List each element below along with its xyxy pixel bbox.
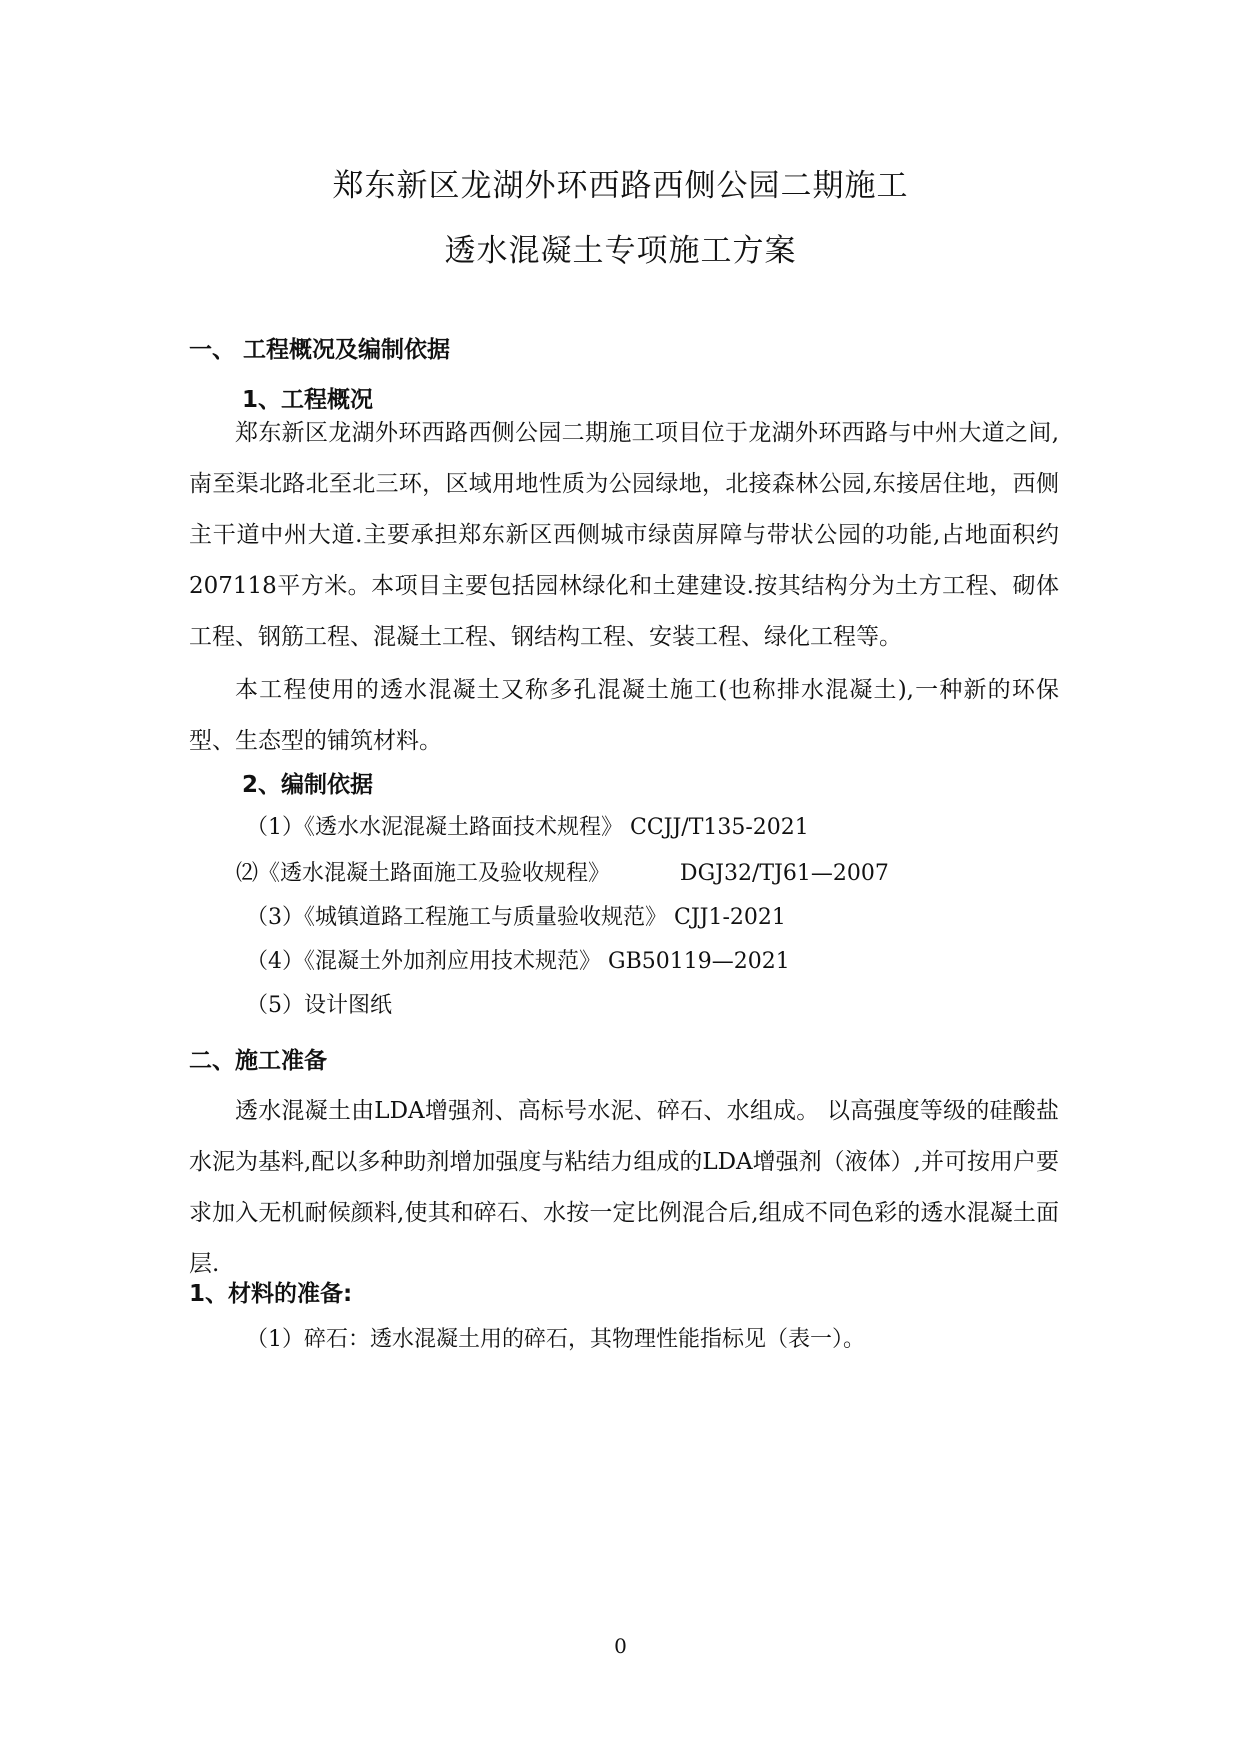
section-2-1-heading: 1、材料的准备: [189,1281,353,1307]
section-2-paragraph-1: 透水混凝土由LDA增强剂、高标号水泥、碎石、水组成。 以高强度等级的硅酸盐水泥为基料,配以多种助剂增加强度与粘结力组成的LDA增强剂（液体）,并可按用户要求加入无机耐候颜料,使其和碎石、水按一定比例混合后,组成不同色彩的透水混凝土面层. [189,1098,1059,1277]
document-title-line-2: 透水混凝土专项施工方案 [444,233,797,269]
section-2-heading: 二、施工准备 [189,1048,327,1074]
section-1-2-heading: 2、编制依据 [242,772,374,798]
page-number: 0 [614,1634,627,1658]
reference-item-3: （3）《城镇道路工程施工与质量验收规范》 CJJ1-2021 [246,905,786,930]
section-1-1-paragraph-2: 本工程使用的透水混凝土又称多孔混凝土施工(也称排水混凝土),一种新的环保型、生态型的铺筑材料。 [189,677,1059,754]
reference-item-1: （1）《透水水泥混凝土路面技术规程》 CCJJ/T135-2021 [246,815,809,840]
reference-item-4: （4）《混凝土外加剂应用技术规范》 GB50119—2021 [246,949,790,974]
section-1-1-paragraph-1: 郑东新区龙湖外环西路西侧公园二期施工项目位于龙湖外环西路与中州大道之间,南至渠北路北至北三环，区域用地性质为公园绿地，北接森林公园,东接居住地，西侧主干道中州大道.主要承担郑东新区西侧城市绿茵屏障与带状公园的功能,占地面积约207118平方米。本项目主要包括园林绿化和土建建设.按其结构分为土方工程、砌体工程、钢筋工程、混凝土工程、钢结构工程、安装工程、绿化工程等。 [189,420,1059,650]
section-1-heading: 一、 工程概况及编制依据 [189,337,451,363]
material-item-1: （1）碎石：透水混凝土用的碎石，其物理性能指标见（表一）。 [246,1327,865,1352]
document-title-line-1: 郑东新区龙湖外环西路西侧公园二期施工 [332,168,909,204]
section-1-1-heading: 1、工程概况 [242,387,374,413]
reference-item-2: ⑵《透水混凝土路面施工及验收规程》 DGJ32/TJ61—2007 [236,861,889,886]
reference-item-5: （5）设计图纸 [246,993,392,1018]
